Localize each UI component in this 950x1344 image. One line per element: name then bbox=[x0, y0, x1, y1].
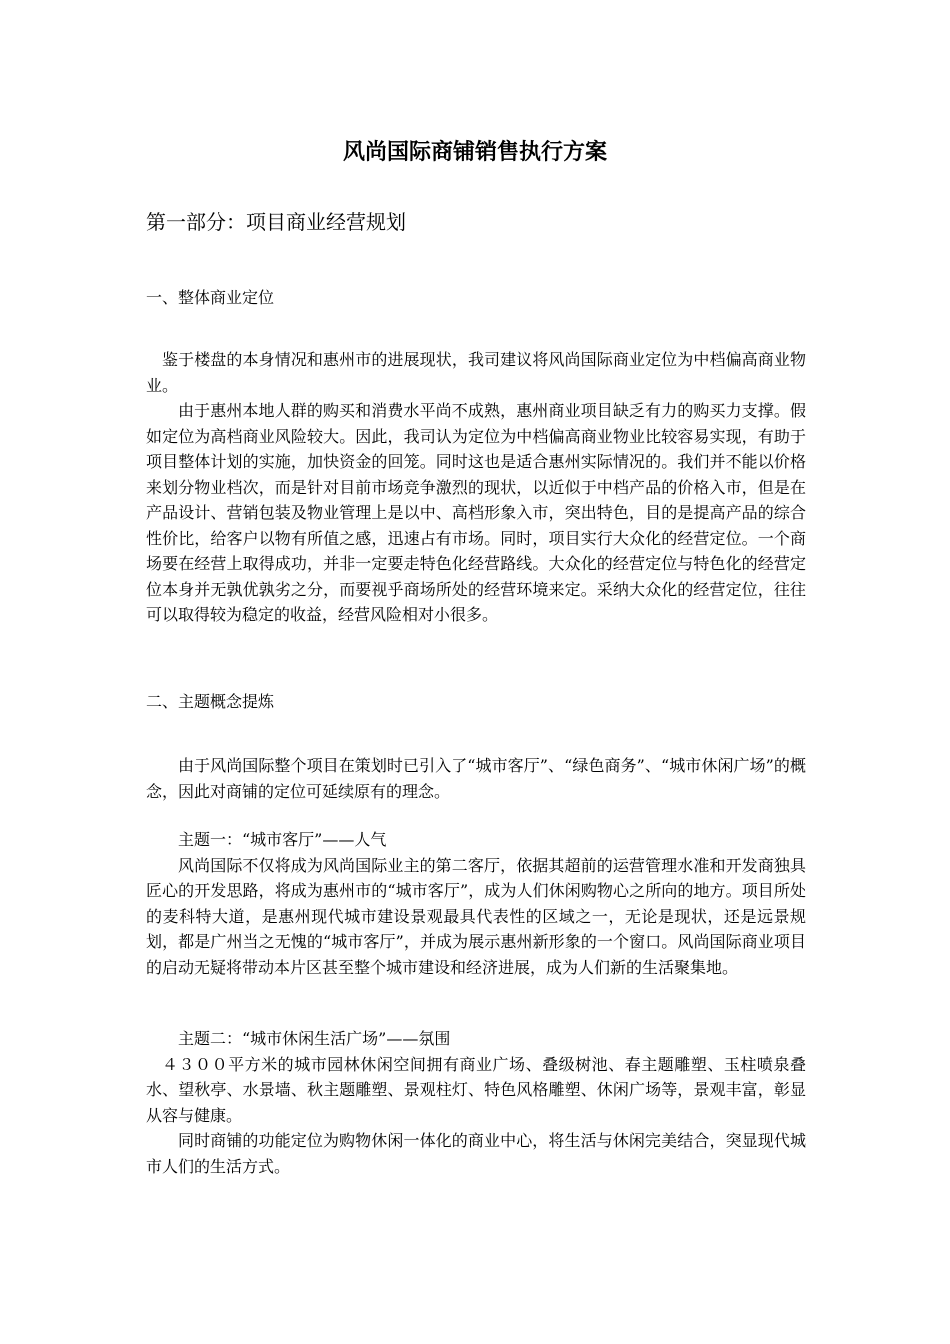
paragraph: 由于惠州本地人群的购买和消费水平尚不成熟，惠州商业项目缺乏有力的购买力支撑。假如定位为高档商业风险较大。因此，我司认为定位为中档偏高商业物业比较容易实现，有助于项目整体计划的实施，加快资金的回笼。同时这也是适合惠州实际情况的。我们并不能以价格来划分物业档次，而是针对目前市场竞争激烈的现状，以近似于中档产品的价格入市，但是在产品设计、营销包装及物业管理上是以中、高档形象入市，突出特色，目的是提高产品的综合性价比，给客户以物有所值之感，迅速占有市场。同时，项目实行大众化的经营定位。一个商场要在经营上取得成功，并非一定要走特色化经营路线。大众化的经营定位与特色化的经营定位本身并无孰优孰劣之分，而要视乎商场所处的经营环境来定。采纳大众化的经营定位，往往可以取得较为稳定的收益，经营风险相对小很多。 bbox=[146, 401, 806, 624]
paragraph: ４３００平方米的城市园林休闲空间拥有商业广场、叠级树池、春主题雕塑、玉柱喷泉叠水、望秋亭、水景墙、秋主题雕塑、景观柱灯、特色风格雕塑、休闲广场等，景观丰富，彰显从容与健康。 bbox=[146, 1054, 806, 1125]
document-title: 风尚国际商铺销售执行方案 bbox=[342, 139, 607, 165]
section-heading-theme-concept: 二、主题概念提炼 bbox=[146, 692, 275, 711]
part-heading: 第一部分：项目商业经营规划 bbox=[146, 210, 406, 234]
theme-two-block bbox=[146, 1026, 806, 1179]
section-positioning-body bbox=[146, 347, 806, 628]
paragraph: 风尚国际不仅将成为风尚国际业主的第二客厅，依据其超前的运营管理水准和开发商独具匠心的开发思路，将成为惠州市的“城市客厅”，成为人们休闲购物心之所向的地方。项目所处的麦科特大道，是惠州现代城市建设景观最具代表性的区域之一，无论是现状，还是远景规划，都是广州当之无愧的“城市客厅”，并成为展示惠州新形象的一个窗口。风尚国际商业项目的启动无疑将带动本片区甚至整个城市建设和经济进展，成为人们新的生活聚集地。 bbox=[146, 855, 806, 977]
theme-one-block bbox=[146, 827, 806, 980]
section-heading-positioning: 一、整体商业定位 bbox=[146, 288, 275, 307]
paragraph: 同时商铺的功能定位为购物休闲一体化的商业中心，将生活与休闲完美结合，突显现代城市人们的生活方式。 bbox=[146, 1131, 806, 1176]
paragraph: 由于风尚国际整个项目在策划时已引入了“城市客厅”、“绿色商务”、“城市休闲广场”的概念，因此对商铺的定位可延续原有的理念。 bbox=[146, 756, 806, 801]
theme-one-heading: 主题一：“城市客厅”——人气 bbox=[178, 830, 387, 849]
paragraph: 鉴于楼盘的本身情况和惠州市的进展现状，我司建议将风尚国际商业定位为中档偏高商业物业。 bbox=[146, 350, 806, 395]
section-theme-intro bbox=[146, 753, 806, 804]
theme-two-heading: 主题二：“城市休闲生活广场”——氛围 bbox=[178, 1029, 451, 1048]
